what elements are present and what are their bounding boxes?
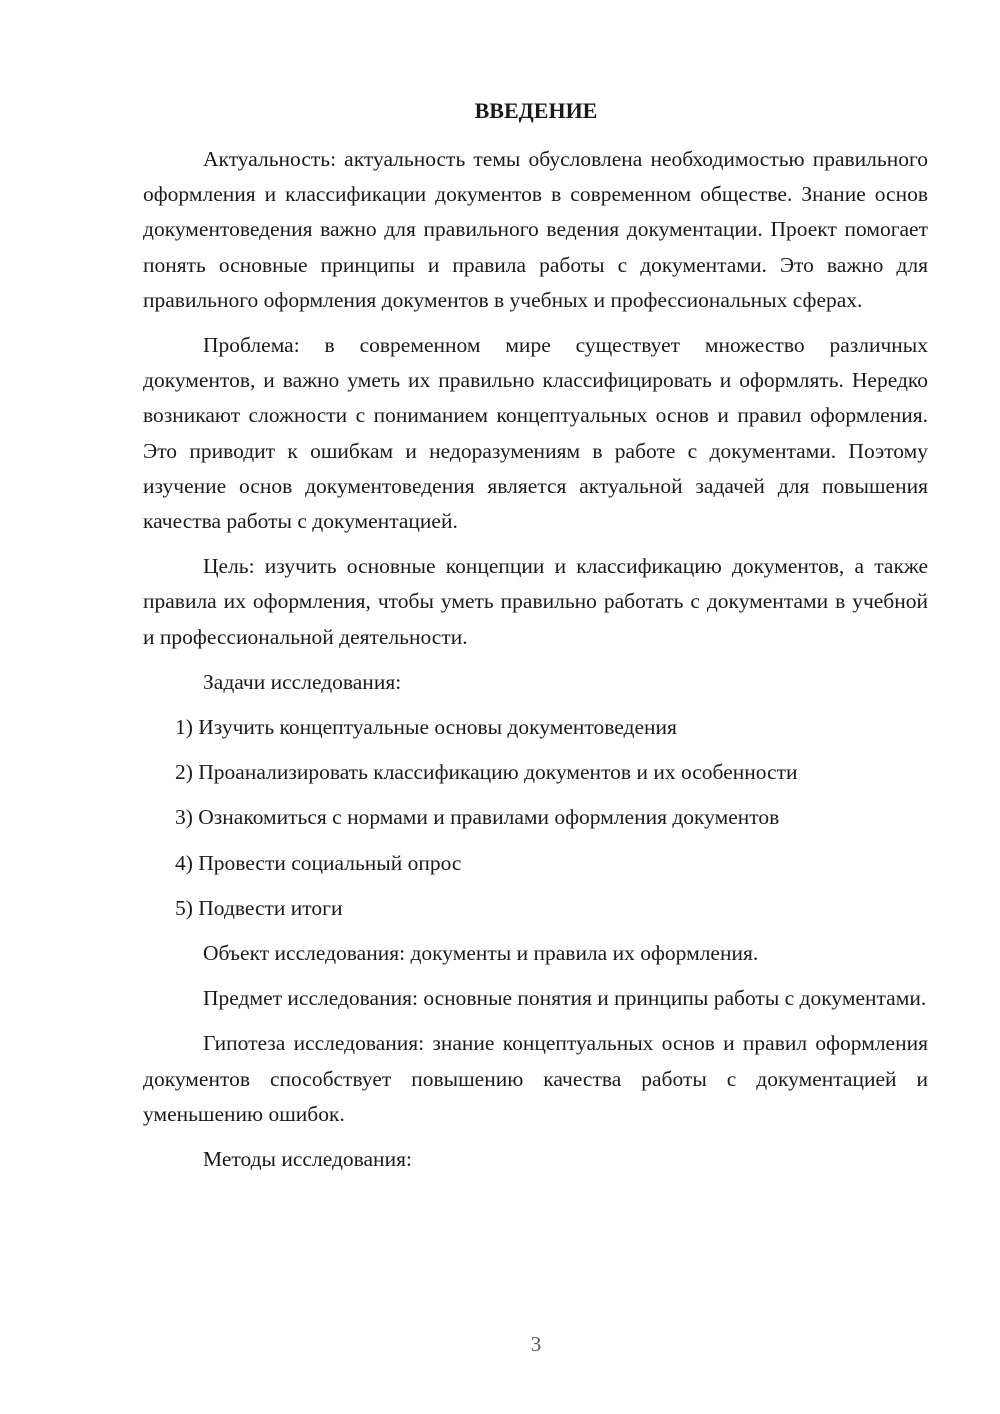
paragraph-hypothesis: Гипотеза исследования: знание концептуальных основ и правил оформления документов способствует повышению качества работы с документацией и уменьшению ошибок. [143,1031,928,1126]
list-item: 1) Изучить концептуальные основы документоведения [175,715,677,740]
paragraph-relevance: Актуальность: актуальность темы обусловлена необходимостью правильного оформления и классификации документов в современном обществе. Знание основ документоведения важно для правильного ведения документации. Проект помогает понять основные принципы и правила работы с документами. Это важно для правильного оформления документов в учебных и профессиональных сферах. [143,147,928,312]
list-item: 5) Подвести итоги [175,895,343,920]
body-text [143,142,928,1187]
list-item: 3) Ознакомиться с нормами и правилами оформления документов [175,805,780,830]
page-number: 3 [530,1332,542,1356]
paragraph-goal: Цель: изучить основные концепции и классификацию документов, а также правила их оформления, чтобы уметь правильно работать с документами в учебной и профессиональной деятельности. [143,554,928,649]
section-title: ВВЕДЕНИЕ [474,98,598,123]
list-item: 2) Проанализировать классификацию документов и их особенности [175,760,798,785]
paragraph-object: Объект исследования: документы и правила их оформления. [203,941,759,966]
paragraph-problem: Проблема: в современном мире существует множество различных документов, и важно уметь их правильно классифицировать и оформлять. Нередко возникают сложности с пониманием концептуальных основ и правил оформления. Это приводит к ошибкам и недоразумениям в работе с документами. Поэтому изучение основ документоведения является актуальной задачей для повышения качества работы с документацией. [143,333,928,534]
paragraph-tasks-heading: Задачи исследования: [203,669,402,694]
list-item: 4) Провести социальный опрос [175,850,462,875]
paragraph-subject: Предмет исследования: основные понятия и принципы работы с документами. [203,986,927,1011]
paragraph-methods: Методы исследования: [203,1147,412,1172]
